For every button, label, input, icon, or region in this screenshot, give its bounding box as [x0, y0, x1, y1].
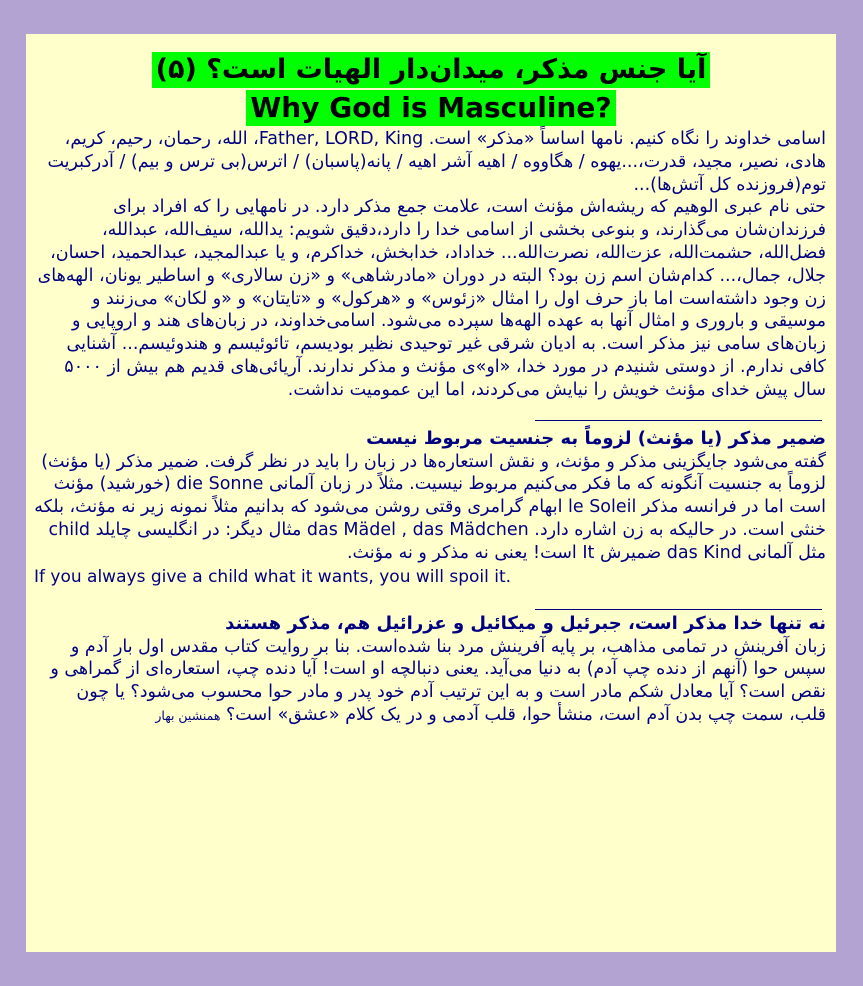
intro-paragraph-1: اسامی خداوند را نگاه کنیم. نامها اساساً «مذکر» است. Father, LORD, King، الله، رحمان، رحیم، کریم، هادی، نصیر، مجید، قدرت،...یهوه / هگاووه / اهیه آشر اهیه / پانه(پاسبان) / اترس(بی ترس و بیم) / آدرکبریت توم(فروزنده کل آتش‌ها)...	[47, 129, 826, 195]
document-page	[26, 34, 836, 952]
intro-paragraph-2: حتی نام عبری الوهیم که ریشه‌اش مؤنث است، علامت جمع مذکر دارد. در نامهایی را که افراد برای فرزندان‌شان می‌گذارند، و بنوعی بخشی از اسامی خدا را دارد،دقیق شویم: یدالله، سیف‌الله، عبدالله، فضل‌الله، حشمت‌الله، عزت‌الله، نصرت‌الله... خداداد، خدابخش، خداکرم، و یا عبدالمجید، عبدالحمید، احسان، جلال، جمال،... کدام‌شان اسم زن بود؟ البته در دوران «مادرشاهی» و «زن سالاری» و اساطیر یونان، الهه‌های زن وجود داشته‌است اما باز حرف اول را امثال «زئوس» و «هرکول» و «تایتان» و «و لکان» می‌زنند و موسیقی و باروری و امثال آنها به عهده الهه‌ها سپرده می‌شود. اسامی‌خداوند، در زبان‌های هند و اروپایی و زبان‌های سامی نیز مذکر است. به ادیان شرقی غیر توحیدی نظیر بودیسم، تائوئیسم و هندوئیسم... آشنایی کافی ندارم. از دوستی شنیدم در مورد خدا، «او»ی مؤنث و مذکر ندارند. آریائی‌های قدیم هم بیش از ۵۰۰۰ سال پیش خدای مؤنث خویش را نیایش می‌کردند، اما این عمومیت نداشت.	[37, 197, 826, 400]
section-divider-1	[535, 420, 822, 421]
section-divider-2	[535, 609, 822, 610]
page-title: آیا جنس مذکر، میدان‌دار الهیات است؟ (۵)	[152, 52, 711, 88]
section-heading-pronoun: ضمیر مذکر (یا مؤنث) لزوماً به جنسیت مربوط نیست	[366, 427, 826, 449]
author-signature: همنشین بهار	[155, 707, 221, 723]
creation-paragraph	[34, 636, 826, 728]
title-block	[26, 52, 836, 126]
english-example-sentence: If you always give a child what it wants, you will spoil it.	[34, 566, 512, 587]
page-title-english: Why God is Masculine?	[246, 90, 615, 126]
pronoun-paragraph: گفته می‌شود جایگزینی مذکر و مؤنث، و نقش استعاره‌ها در زبان را باید در نظر گرفت. ضمیر مذکر (یا مؤنث) لزوماً به جنسیت آنگونه که ما فکر می‌کنیم مربوط نیسیت. مثلاً در زبان آلمانی die Sonne (خورشید) مؤنث است اما در فرانسه مذکر le Soleil ابهام گرامری وقتی روشن می‌شود که بدانیم مثلاً نمونه زیر نه مؤنث، بلکه خنثی است. در حالیکه به زن اشاره دارد. das Mädel , das Mädchen مثال دیگر: در انگلیسی چایلد child مثل آلمانی das Kind ضمیرش It است! یعنی نه مذکر و نه مؤنث.	[34, 451, 826, 563]
section-heading-angels: نه تنها خدا مذکر است، جبرئیل و میکائیل و عزرائیل هم، مذکر هستند	[225, 612, 826, 634]
creation-paragraph-text: زبان آفرینش در تمامی مذاهب، بر پایه آفرینش مرد بنا شده‌است. بنا بر روایت کتاب مقدس اول بار آدم و سپس حوا (آنهم از دنده چپ آدم) به دنیا می‌آید. یعنی دنبالچه او است! آیا دنده چپ، استعاره‌ای از گمراهی و نقص است؟ آیا معادل شکم مادر است و به این ترتیب آدم خود پدر و مادر حوا محسوب می‌شود؟ یا چون قلب، سمت چپ بدن آدم است، منشأ حوا، قلب آدمی و در یک کلام «عشق» است؟	[50, 636, 826, 725]
